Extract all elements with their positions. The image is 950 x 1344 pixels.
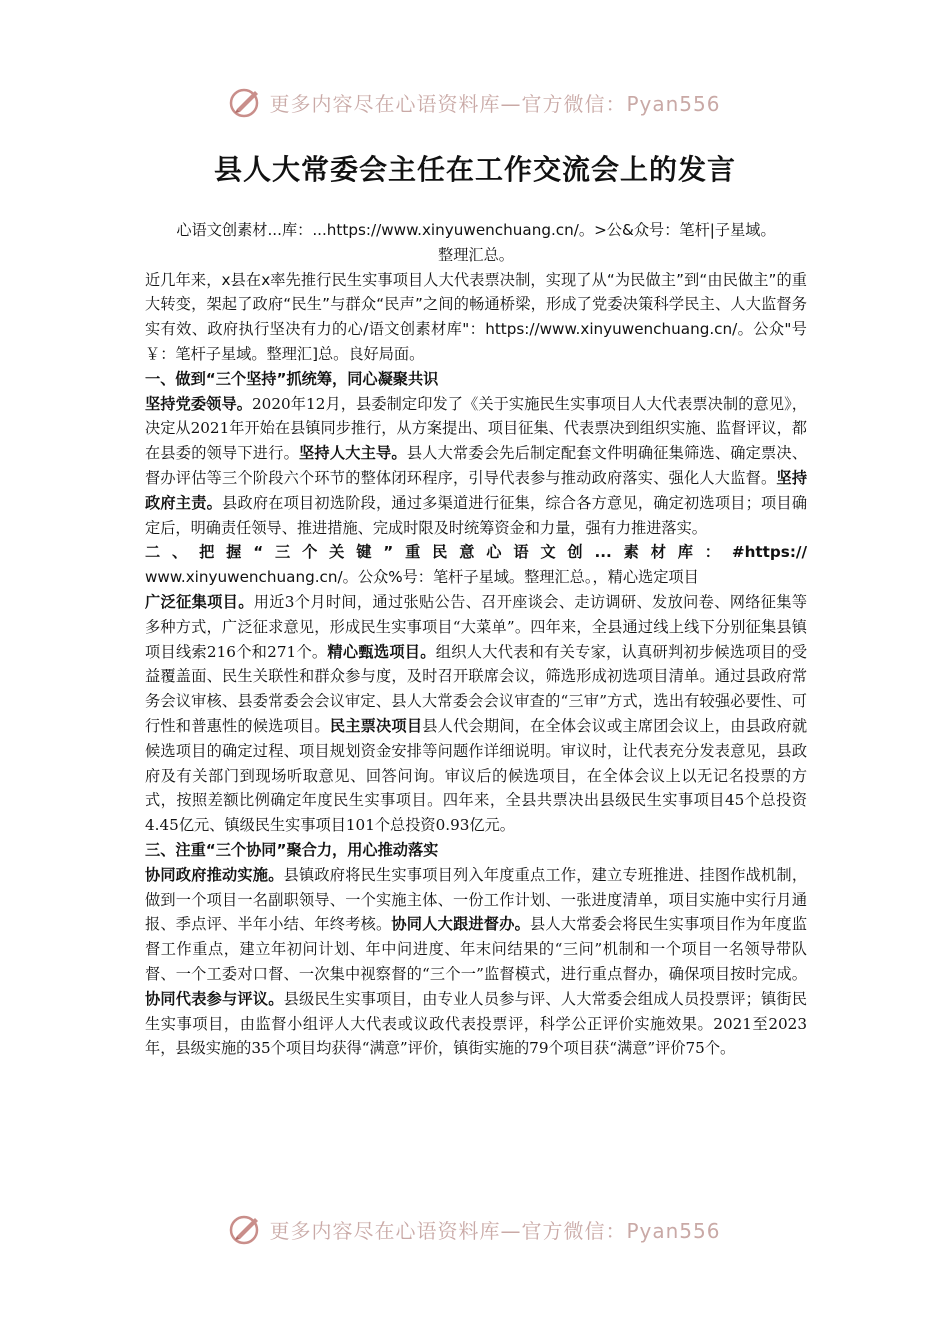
- source-line: 心语文创素材...库：...https://www.xinyuwenchuang.cn/。>公&众号：笔杆|子星域。 整理汇总。: [176, 221, 776, 264]
- header-watermark-banner: [0, 82, 950, 122]
- pen-logo-icon: [229, 85, 263, 119]
- section-1-paragraph: 坚持党委领导。2020年12月，县委制定印发了《关于实施民生实事项目人大代表票决制的意见》，决定从2021年开始在县镇同步推行，从方案提出、项目征集、代表票决到组织实施、监督评议，都在县委的领导下进行。坚持人大主导。县人大常委会先后制定配套文件明确征集筛选、确定票决、督办评估等三个阶段六个环节的整体闭环程序，引导代表参与推动政府落实、强化人大监督。坚持政府主责。县政府在项目初选阶段，通过多渠道进行征集，综合各方意见，确定初选项目；项目确定后，明确责任领导、推进措施、完成时限及时统筹资金和力量，强有力推进落实。: [145, 394, 808, 537]
- footer-watermark-banner: [0, 1209, 950, 1249]
- section-3-lead-1: 协同政府推动实施。: [145, 865, 284, 884]
- section-1-lead-1: 坚持党委领导。: [145, 394, 253, 413]
- section-2-lead-1: 广泛征集项目。: [145, 592, 254, 611]
- section-3-lead-2: 协同人大跟进督办。: [391, 915, 531, 934]
- intro-paragraph: 近几年来，x县在x率先推行民生实事项目人大代表票决制，实现了从“为民做主”到“由民做主”的重大转变，架起了政府“民生”与群众“民声”之间的畅通桥梁，形成了党委决策科学民主、人大监督务实有效、政府执行坚决有力的心/语文创素材库"：https://www.xinyuwenchuang.cn/。公众"号￥：笔杆子星域。整理汇]总。良好局面。: [145, 270, 807, 363]
- section-2-heading-cont: www.xinyuwenchuang.cn/。公众%号：笔杆子星域。整理汇总。，精心选定项目: [145, 568, 699, 587]
- section-1-lead-2: 坚持人大主导。: [299, 444, 407, 463]
- document-body: [145, 218, 807, 1061]
- banner-text: 更多内容尽在心语资料库—官方微信：Pyan556: [269, 1218, 721, 1243]
- section-3-heading: 三、注重“三个协同”聚合力，用心推动落实: [145, 840, 439, 859]
- section-2-lead-2: 精心甄选项目。: [327, 642, 436, 661]
- document-title: 县人大常委会主任在工作交流会上的发言: [213, 153, 736, 186]
- section-3-lead-3: 协同代表参与评议。: [145, 989, 284, 1008]
- section-2-lead-3: 民主票决项目: [329, 716, 423, 735]
- section-1-heading: 一、做到“三个坚持”抓统筹，同心凝聚共识: [145, 369, 439, 388]
- section-2-heading: 二、把握“三个关键”重民意心语文创...素材库：#https://: [145, 543, 807, 562]
- banner-text: 更多内容尽在心语资料库—官方微信：Pyan556: [269, 91, 721, 116]
- pen-logo-icon: [229, 1212, 263, 1246]
- section-2-paragraph: 广泛征集项目。用近3个月时间，通过张贴公告、召开座谈会、走访调研、发放问卷、网络征集等多种方式，广泛征求意见，形成民生实事项目“大菜单”。四年来，全县通过线上线下分别征集县镇项目线索216个和271个。精心甄选项目。组织人大代表和有关专家，认真研判初步候选项目的受益覆盖面、民生关联性和群众参与度，及时召开联席会议，筛选形成初选项目清单。通过县政府常务会议审核、县委常委会会议审定、县人大常委会会议审查的“三审”方式，选出有较强必要性、可行性和普惠性的候选项目。民主票决项目县人代会期间，在全体会议或主席团会议上，由县政府就候选项目的确定过程、项目规划资金安排等问题作详细说明。审议时，让代表充分发表意见，县政府及有关部门到现场听取意见、回答问询。审议后的候选项目，在全体会议上以无记名投票的方式，按照差额比例确定年度民生实事项目。四年来，全县共票决出县级民生实事项目45个总投资4.45亿元、镇级民生实事项目101个总投资0.93亿元。: [145, 592, 808, 835]
- section-3-paragraph: 协同政府推动实施。县镇政府将民生实事项目列入年度重点工作，建立专班推进、挂图作战机制，做到一个项目一名副职领导、一个实施主体、一份工作计划、一张进度清单，项目实施中实行月通报、季点评、半年小结、年终考核。协同人大跟进督办。县人大常委会将民生实事项目作为年度监督工作重点，建立年初问计划、年中问进度、年末问结果的“三问”机制和一个项目一名领导带队督、一个工委对口督、一次集中视察督的“三个一”监督模式，进行重点督办，确保项目按时完成。协同代表参与评议。县级民生实事项目，由专业人员参与评、人大常委会组成人员投票评；镇街民生实事项目，由监督小组评人大代表或议政代表投票评，科学公正评价实施效果。2021至2023年，县级实施的35个项目均获得“满意”评价，镇街实施的79个项目获“满意”评价75个。: [145, 865, 808, 1058]
- section-1-lead-3: 坚持政府主责。: [145, 468, 808, 512]
